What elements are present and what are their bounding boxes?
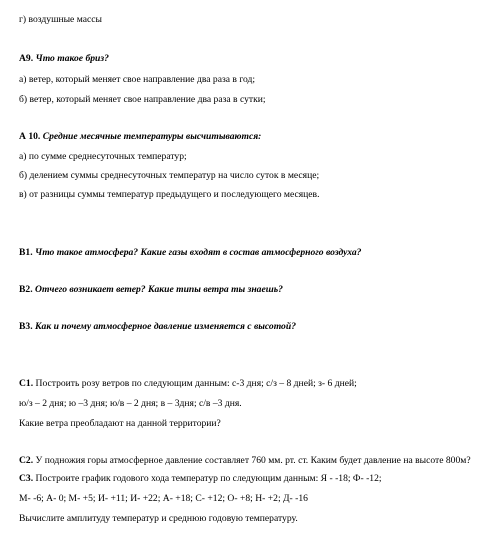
task-c3-line2: М- -6; А- 0; М- +5; И- +11; И- +22; А- +18; С- +12; О- +8; Н- +2; Д- -16 (19, 493, 308, 504)
task-c1-line2: ю/з – 2 дня; ю –3 дня; ю/в – 2 дня; в – 3дня; с/в –3 дня. (19, 398, 242, 409)
task-c3-line3: Вычислите амплитуду температур и среднюю годовую температуру. (19, 513, 298, 524)
question-number: А 10. (19, 131, 41, 142)
task-c2 (19, 455, 471, 467)
question-text: Отчего возникает ветер? Какие типы ветра ты знаешь? (35, 284, 283, 295)
task-text: Построить розу ветров по следующим данным: с-3 дня; с/з – 8 дней; з- 6 дней; (35, 378, 357, 389)
question-b1 (19, 247, 361, 259)
question-a9 (19, 53, 109, 65)
question-text: Средние месячные температуры высчитываются: (42, 131, 262, 142)
question-number: В2. (19, 284, 33, 295)
task-number: С3. (19, 473, 34, 484)
option-b: б) ветер, который меняет свое направление два раза в сутки; (19, 94, 266, 105)
question-text: Как и почему атмосферное давление изменяется с высотой? (35, 321, 296, 332)
question-number: В3. (19, 321, 33, 332)
question-number: А9. (19, 53, 34, 64)
task-number: С2. (19, 455, 34, 466)
option-b: б) делением суммы среднесуточных температур на число суток в месяце; (19, 170, 320, 181)
question-a10 (19, 131, 261, 143)
option-a: а) ветер, который меняет свое направление два раза в год; (19, 74, 256, 85)
task-c1 (19, 378, 357, 390)
task-text: Построите график годового хода температур по следующим данным: Я - -18; Ф- -12; (35, 473, 382, 484)
task-text: У подножия горы атмосферное давление составляет 760 мм. рт. ст. Каким будет давление на высоте 800м? (35, 455, 471, 466)
question-number: В1. (19, 247, 33, 258)
task-number: С1. (19, 378, 34, 389)
question-text: Что такое атмосфера? Какие газы входят в состав атмосферного воздуха? (35, 247, 362, 258)
question-text: Что такое бриз? (35, 53, 109, 64)
question-b3 (19, 321, 296, 333)
question-b2 (19, 284, 283, 296)
task-c1-line3: Какие ветра преобладают на данной территории? (19, 418, 221, 429)
option-c: в) от разницы суммы температур предыдущего и последующего месяцев. (19, 189, 320, 200)
option-g: г) воздушные массы (19, 14, 102, 25)
option-a: а) по сумме среднесуточных температур; (19, 151, 187, 162)
task-c3 (19, 473, 382, 485)
